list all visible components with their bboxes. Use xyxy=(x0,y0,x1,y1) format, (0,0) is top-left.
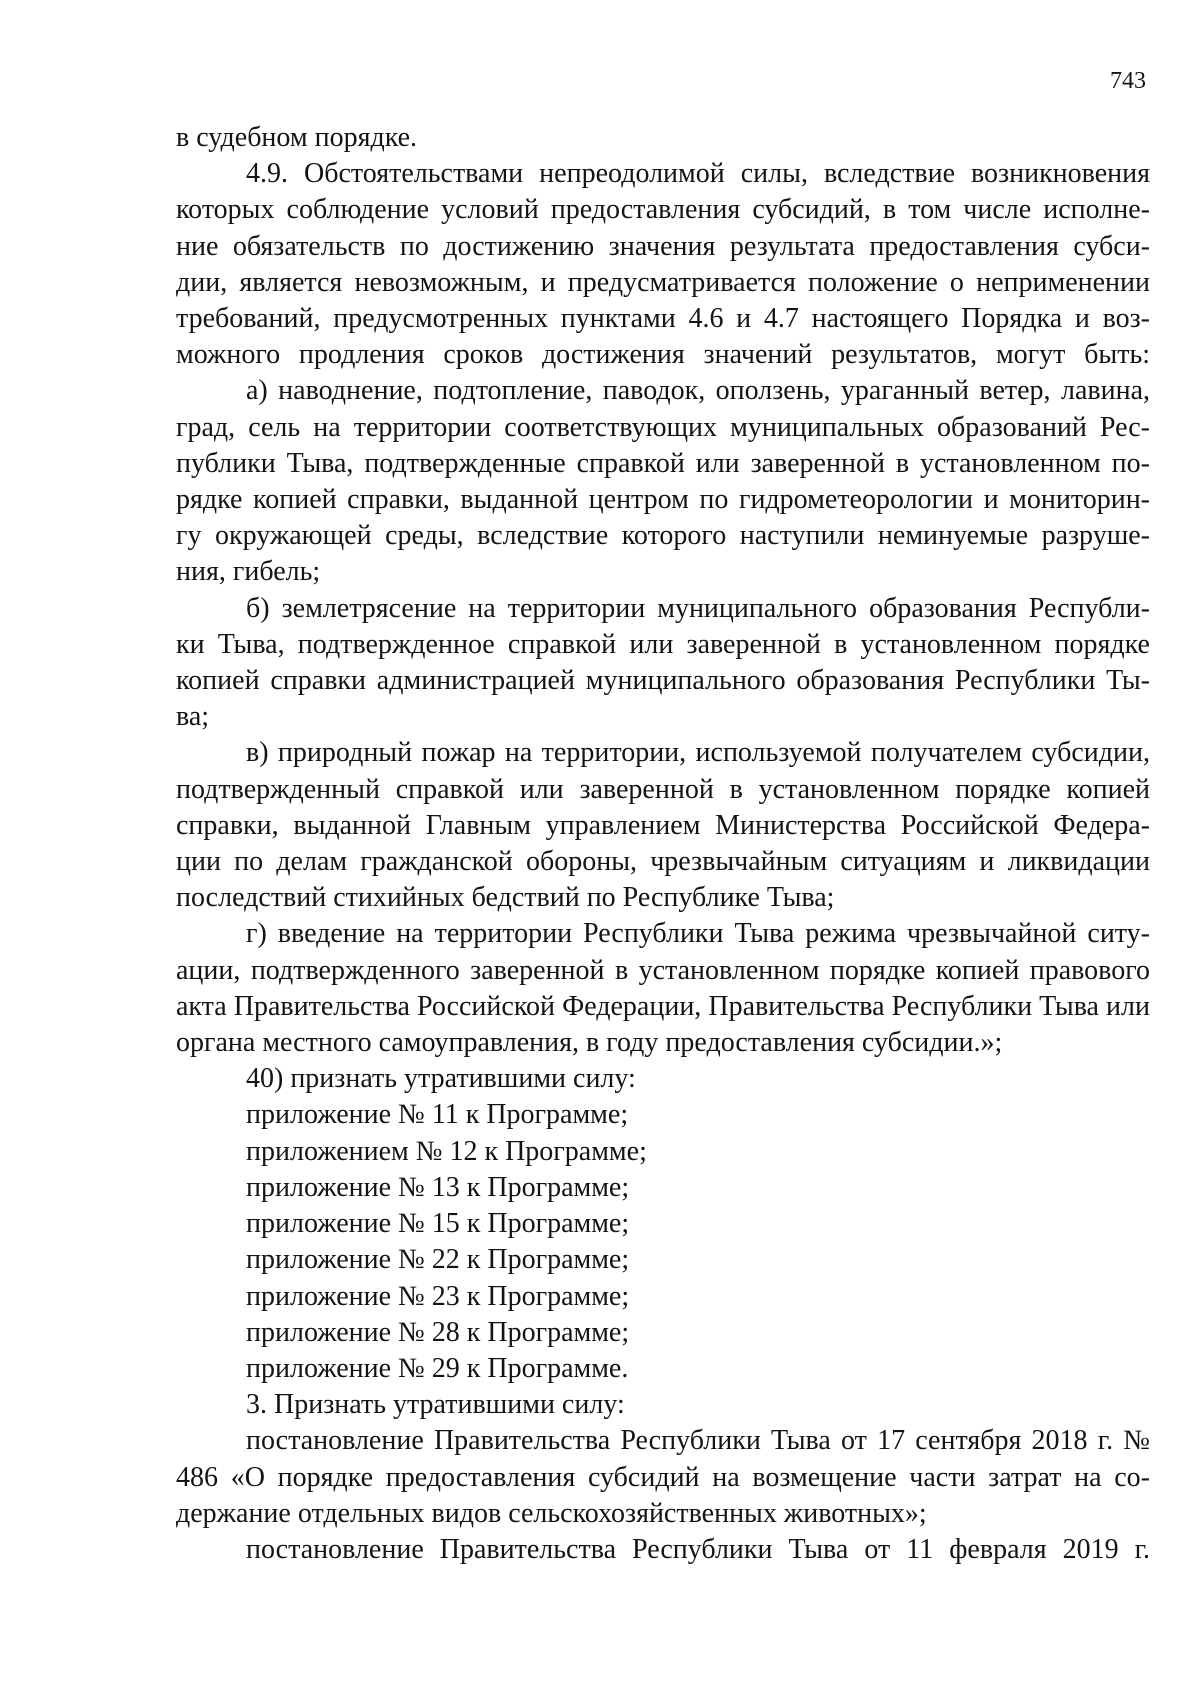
list-item: приложение № 11 к Программе; xyxy=(246,1099,629,1131)
paragraph-resolution-2019: постановление Правительства Республики Тыва от 11 февраля 2019 г. xyxy=(246,1533,1150,1565)
list-item: приложение № 22 к Программе; xyxy=(246,1244,630,1276)
list-item: приложение № 28 к Программе; xyxy=(246,1316,630,1348)
paragraph-item-v: в) природный пожар на территории, используемой получателем субсидии, подтвержденный справкой или заверенной в установленном порядке копией справки, выданной Главным управлением Министерства Российской Федера- ции по делам гражданской обороны, чрезвычайным ситуациям и ликвидации последствий стихийных бедствий по Республике Тыва; xyxy=(176,737,1150,914)
paragraph-court-order: в судебном порядке. xyxy=(176,122,418,153)
document-body xyxy=(176,120,1150,1568)
list-item: приложение № 13 к Программе; xyxy=(246,1171,630,1203)
paragraph-section-3: 3. Признать утратившими силу: xyxy=(246,1389,625,1421)
paragraph-resolution-486: постановление Правительства Республики Тыва от 17 сентября 2018 г. № 486 «О порядке предоставления субсидий на возмещение части затрат на со- держание отдельных видов сельскохозяйственных животных»; xyxy=(176,1425,1150,1529)
page-number: 743 xyxy=(1110,68,1146,94)
list-item: приложение № 15 к Программе; xyxy=(246,1208,630,1240)
paragraph-item-g: г) введение на территории Республики Тыва режима чрезвычайной ситу- ации, подтвержденного заверенной в установленном порядке копией правового акта Правительства Российской Федерации, Правительства Республики Тыва или органа местного самоуправления, в году предоставления субсидии.»; xyxy=(176,918,1150,1059)
list-item: приложение № 29 к Программе. xyxy=(246,1352,629,1384)
paragraph-item-b: б) землетрясение на территории муниципального образования Республи- ки Тыва, подтвержденное справкой или заверенной в установленном порядке копией справки администрацией муниципального образования Республики Ты- ва; xyxy=(176,592,1150,733)
list-item: приложение № 23 к Программе; xyxy=(246,1280,630,1312)
list-item: приложением № 12 к Программе; xyxy=(246,1135,647,1167)
paragraph-4-9: 4.9. Обстоятельствами непреодолимой силы, вследствие возникновения которых соблюдение условий предоставления субсидий, в том числе исполне- ние обязательств по достижению значения результата предоставления субси- дии, является невозможным, и предусматривается положение о неприменении требований, предусмотренных пунктами 4.6 и 4.7 настоящего Порядка и воз- можного продления сроков достижения значений результатов, могут быть: xyxy=(176,158,1150,371)
paragraph-item-40: 40) признать утратившими силу: xyxy=(246,1063,636,1095)
paragraph-item-a: а) наводнение, подтопление, паводок, оползень, ураганный ветер, лавина, град, сель на территории соответствующих муниципальных образований Рес- публики Тыва, подтвержденные справкой или заверенной в установленном по- рядке копией справки, выданной центром по гидрометеорологии и мониторин- гу окружающей среды, вследствие которого наступили неминуемые разруше- ния, гибель; xyxy=(176,375,1150,588)
